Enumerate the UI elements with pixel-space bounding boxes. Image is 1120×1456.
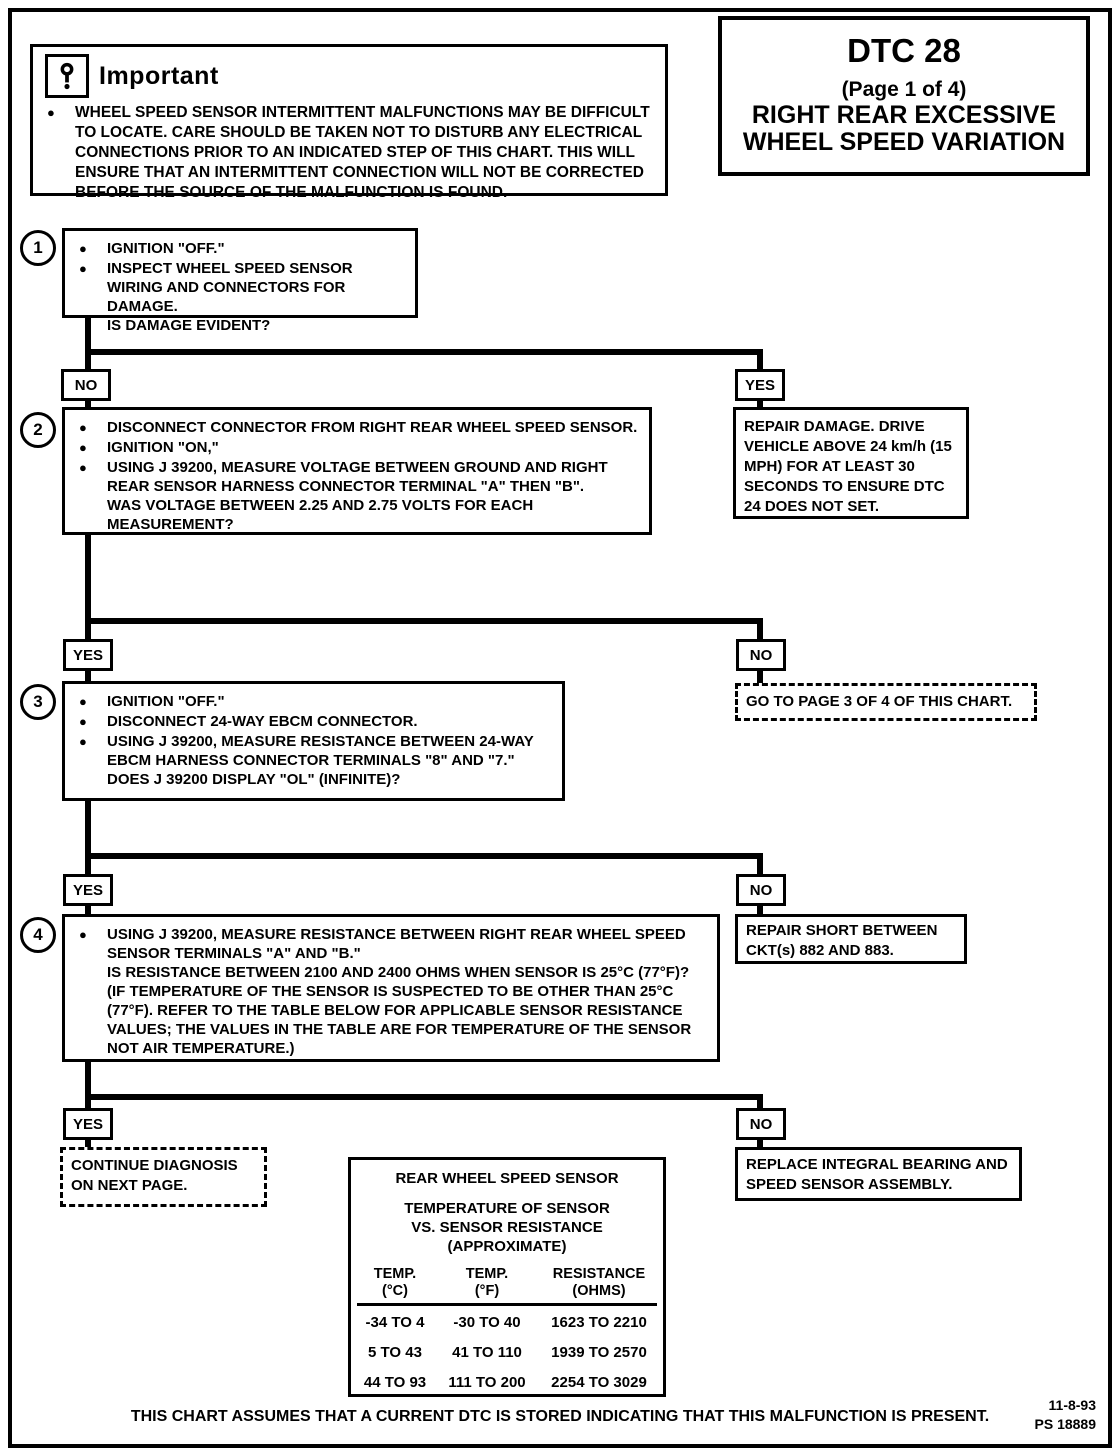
footer-doc-info	[1008, 1396, 1096, 1434]
table-row	[351, 1315, 663, 1331]
step-3-action-2: DISCONNECT 24-WAY EBCM CONNECTOR.	[107, 713, 418, 730]
step-4-action-1-text: USING J 39200, MEASURE RESISTANCE BETWEEN RIGHT REAR WHEEL SPEED SENSOR TERMINALS "A" AND "B."	[107, 926, 686, 962]
footer-doc-number: PS 18889	[1034, 1416, 1096, 1432]
step-2-action-3-text: USING J 39200, MEASURE VOLTAGE BETWEEN GROUND AND RIGHT REAR SENSOR HARNESS CONNECTOR TERMINAL "A" THEN "B".	[107, 459, 608, 495]
decision-label-yes-4: YES	[63, 1108, 113, 1140]
table-subtitle-1: TEMPERATURE OF SENSOR	[404, 1200, 610, 1217]
step-2-action-2: IGNITION "ON,"	[107, 439, 219, 456]
dtc-subtitle-line1: RIGHT REAR EXCESSIVE	[751, 101, 1057, 129]
step-1-action-1: IGNITION "OFF."	[107, 240, 225, 257]
step-1-box	[62, 228, 418, 334]
bullet-icon: ●	[79, 734, 87, 749]
bullet-icon: ●	[79, 714, 87, 729]
connector-rail-1	[85, 349, 763, 355]
result-continue-diagnosis: CONTINUE DIAGNOSIS ON NEXT PAGE.	[60, 1147, 267, 1207]
footer-date: 11-8-93	[1048, 1397, 1096, 1413]
step-2-box	[62, 407, 652, 535]
cell-resistance: 1939 TO 2570	[551, 1344, 647, 1361]
cell-temp-f: 41 TO 110	[452, 1344, 522, 1361]
step-3-box	[62, 681, 565, 801]
table-header-temp-f: TEMP. (°F)	[465, 1266, 509, 1299]
sensor-resistance-table	[348, 1157, 666, 1397]
important-body-text: WHEEL SPEED SENSOR INTERMITTENT MALFUNCTIONS MAY BE DIFFICULT TO LOCATE. CARE SHOULD BE TAKEN NOT TO DISTURB ANY ELECTRICAL CONNECTIONS PRIOR TO AN INDICATED STEP OF THIS CHART. THIS WILL ENSURE THAT AN INTERMITTENT CONNECTION WILL NOT BE CORRECTED BEFORE THE SOURCE OF THE MALFUNCTION IS FOUND.	[75, 104, 650, 201]
connector-rail-2	[85, 618, 763, 624]
step-1-number: 1	[20, 230, 56, 266]
decision-label-no-3: NO	[736, 874, 786, 906]
table-header-rule	[357, 1303, 657, 1306]
result-repair-damage: REPAIR DAMAGE. DRIVE VEHICLE ABOVE 24 km/h (15 MPH) FOR AT LEAST 30 SECONDS TO ENSURE DTC 24 DOES NOT SET.	[733, 407, 969, 519]
decision-label-yes-3: YES	[63, 874, 113, 906]
step-4-number: 4	[20, 917, 56, 953]
step-3-number: 3	[20, 684, 56, 720]
bullet-icon: ●	[79, 420, 87, 435]
footer-assumption-note: THIS CHART ASSUMES THAT A CURRENT DTC IS STORED INDICATING THAT THIS MALFUNCTION IS PRESENT.	[130, 1408, 990, 1425]
step-3-question: DOES J 39200 DISPLAY "OL" (INFINITE)?	[107, 771, 401, 788]
table-row	[351, 1375, 663, 1391]
cell-temp-c: -34 TO 4	[365, 1314, 425, 1331]
bullet-icon: ●	[79, 241, 87, 256]
step-3-action-3-text: USING J 39200, MEASURE RESISTANCE BETWEEN 24-WAY EBCM HARNESS CONNECTOR TERMINALS "8" AND "7."	[107, 733, 534, 769]
step-3-action-1: IGNITION "OFF."	[107, 693, 225, 710]
dtc-page-number: (Page 1 of 4)	[841, 78, 967, 101]
table-title: REAR WHEEL SPEED SENSOR	[395, 1170, 619, 1187]
bullet-icon: ●	[79, 440, 87, 455]
decision-label-no-4: NO	[736, 1108, 786, 1140]
step-1-action-2-text: INSPECT WHEEL SPEED SENSOR WIRING AND CONNECTORS FOR DAMAGE.	[107, 260, 353, 315]
step-2-action-1: DISCONNECT CONNECTOR FROM RIGHT REAR WHEEL SPEED SENSOR.	[107, 419, 638, 436]
step-4-note: (IF TEMPERATURE OF THE SENSOR IS SUSPECTED TO BE OTHER THAN 25°C (77°F). REFER TO THE TABLE BELOW FOR APPLICABLE SENSOR RESISTANCE VALUES; THE VALUES IN THE TABLE ARE FOR TEMPERATURE OF THE SENSOR NOT AIR TEMPERATURE.)	[107, 983, 692, 1057]
decision-label-no-1: NO	[61, 369, 111, 401]
cell-temp-f: -30 TO 40	[453, 1314, 521, 1331]
step-2-number: 2	[20, 412, 56, 448]
step-3-action-3	[107, 732, 554, 789]
dtc-title-box	[718, 16, 1090, 176]
step-4-action-1	[107, 925, 709, 1058]
bullet-icon: ●	[79, 261, 87, 276]
dtc-subtitle-line2: WHEEL SPEED VARIATION	[742, 128, 1066, 156]
step-1-question: IS DAMAGE EVIDENT?	[107, 317, 271, 334]
table-subtitle-3: (APPROXIMATE)	[447, 1238, 567, 1255]
connector-rail2-right-drop	[757, 618, 763, 641]
table-row	[351, 1345, 663, 1361]
connector-step4-down	[85, 1060, 91, 1110]
important-label: Important	[99, 61, 219, 90]
connector-step2-down	[85, 533, 91, 641]
important-header	[45, 54, 653, 98]
bullet-icon: ●	[79, 460, 87, 475]
bullet-icon: ●	[79, 927, 87, 942]
table-header-temp-c: TEMP. (°C)	[373, 1266, 417, 1299]
table-subtitle-2: VS. SENSOR RESISTANCE	[411, 1219, 603, 1236]
decision-label-yes-2: YES	[63, 639, 113, 671]
dtc-code: DTC 28	[847, 32, 961, 69]
cell-resistance: 1623 TO 2210	[551, 1314, 647, 1331]
connector-step3-down	[85, 799, 91, 876]
connector-rail1-right-drop	[757, 349, 763, 371]
step-4-question: IS RESISTANCE BETWEEN 2100 AND 2400 OHMS WHEN SENSOR IS 25°C (77°F)?	[107, 964, 690, 981]
cell-temp-c: 5 TO 43	[368, 1344, 422, 1361]
result-replace-assembly: REPLACE INTEGRAL BEARING AND SPEED SENSOR ASSEMBLY.	[735, 1147, 1022, 1201]
important-exclamation-icon	[45, 54, 89, 98]
result-goto-page: GO TO PAGE 3 OF 4 OF THIS CHART.	[735, 683, 1037, 721]
bullet-icon: ●	[79, 694, 87, 709]
bullet-icon: ●	[47, 105, 55, 120]
table-header-resistance: RESISTANCE (OHMS)	[552, 1266, 646, 1299]
result-repair-short: REPAIR SHORT BETWEEN CKT(s) 882 AND 883.	[735, 914, 967, 964]
step-1-action-2	[107, 259, 407, 335]
important-notice-box	[30, 44, 668, 201]
connector-rail-4	[85, 1094, 763, 1100]
cell-resistance: 2254 TO 3029	[551, 1374, 647, 1391]
step-2-question: WAS VOLTAGE BETWEEN 2.25 AND 2.75 VOLTS FOR EACH MEASUREMENT?	[107, 497, 534, 533]
connector-rail3-right-drop	[757, 853, 763, 876]
table-header-row	[351, 1266, 663, 1300]
decision-label-no-2: NO	[736, 639, 786, 671]
step-2-action-3	[107, 458, 641, 534]
cell-temp-f: 111 TO 200	[448, 1374, 526, 1391]
step-4-box	[62, 914, 720, 1062]
connector-rail-3	[85, 853, 763, 859]
decision-label-yes-1: YES	[735, 369, 785, 401]
cell-temp-c: 44 TO 93	[363, 1374, 427, 1391]
